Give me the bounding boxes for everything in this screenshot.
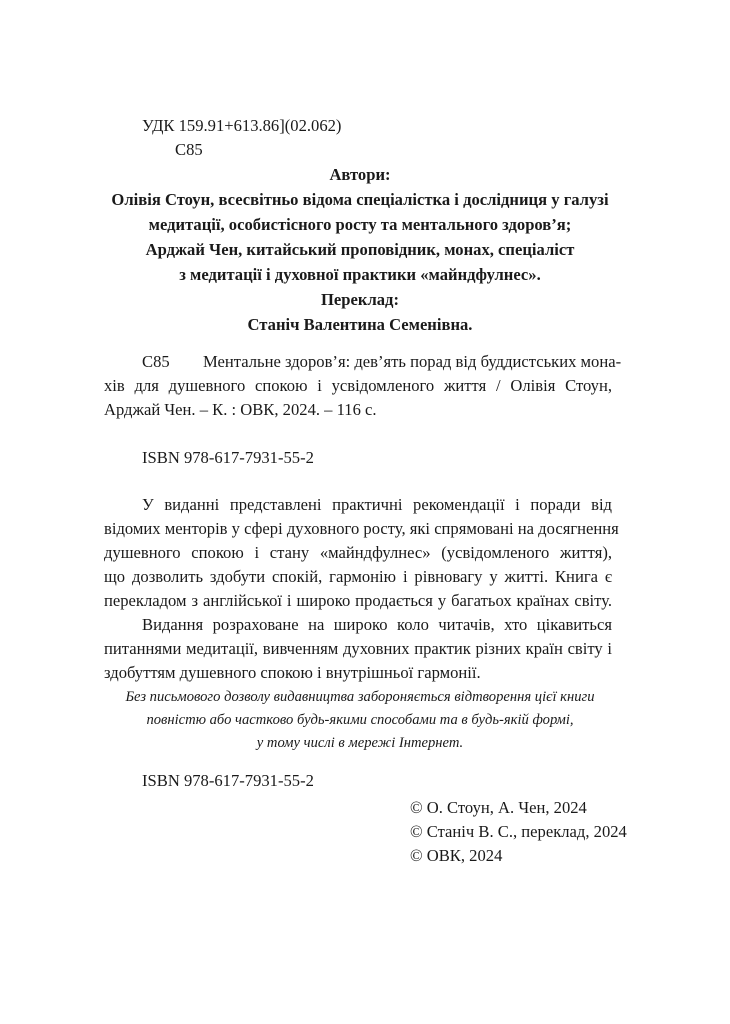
- bibliographic-line: Ментальне здоров’я: дев’ять порад від буддистських мона-: [203, 352, 622, 371]
- annotation-line: що дозволить здобути спокій, гармонію і рівновагу у житті. Книга є: [104, 567, 612, 586]
- translator-name: Станіч Валентина Семенівна.: [247, 315, 473, 334]
- translation-heading: Переклад:: [321, 290, 399, 309]
- bibliographic-line: Арджай Чен. – К. : ОВК, 2024. – 116 с.: [104, 400, 377, 419]
- authors-heading: Автори:: [329, 165, 391, 184]
- annotation-line: перекладом з англійської і широко продається у багатьох країнах світу.: [104, 591, 612, 610]
- rights-notice-line: Без письмового дозволу видавництва забороняється відтворення цієї книги: [125, 689, 595, 705]
- rights-notice-line: у тому числі в мережі Інтернет.: [256, 735, 464, 751]
- author-line: медитації, особистісного росту та ментального здоров’я;: [148, 215, 572, 234]
- annotation-line: Видання розраховане на широко коло читачів, хто цікавиться: [142, 615, 612, 634]
- rights-notice-line: повністю або частково будь-якими способами та в будь-якій формі,: [146, 712, 574, 728]
- annotation-line: У виданні представлені практичні рекомендації і поради від: [142, 495, 612, 514]
- bibliographic-code: С85: [142, 352, 170, 371]
- copyright-line: © ОВК, 2024: [410, 846, 503, 865]
- isbn-bottom: ISBN 978-617-7931-55-2: [142, 771, 314, 790]
- bibliographic-line: хів для душевного спокою і усвідомленого життя / Олівія Стоун,: [104, 376, 612, 395]
- copyright-line: © О. Стоун, А. Чен, 2024: [410, 798, 587, 817]
- annotation-line: здобуттям душевного спокою і внутрішньої гармонії.: [104, 663, 481, 682]
- copyright-line: © Станіч В. С., переклад, 2024: [410, 822, 627, 841]
- author-line: з медитації і духовної практики «майндфулнес».: [179, 265, 541, 284]
- isbn-top: ISBN 978-617-7931-55-2: [142, 448, 314, 467]
- udk-code: УДК 159.91+613.86](02.062): [142, 116, 342, 135]
- author-mark: С85: [175, 140, 203, 159]
- annotation-line: відомих менторів у сфері духовного росту, які спрямовані на досягнення: [104, 519, 619, 538]
- author-line: Арджай Чен, китайський проповідник, монах, спеціаліст: [145, 240, 575, 259]
- annotation-line: душевного спокою і стану «майндфулнес» (усвідомленого життя),: [104, 543, 612, 562]
- author-line: Олівія Стоун, всесвітньо відома спеціалістка і дослідниця у галузі: [111, 190, 609, 209]
- annotation-line: питаннями медитації, вивченням духовних практик різних країн світу і: [104, 639, 612, 658]
